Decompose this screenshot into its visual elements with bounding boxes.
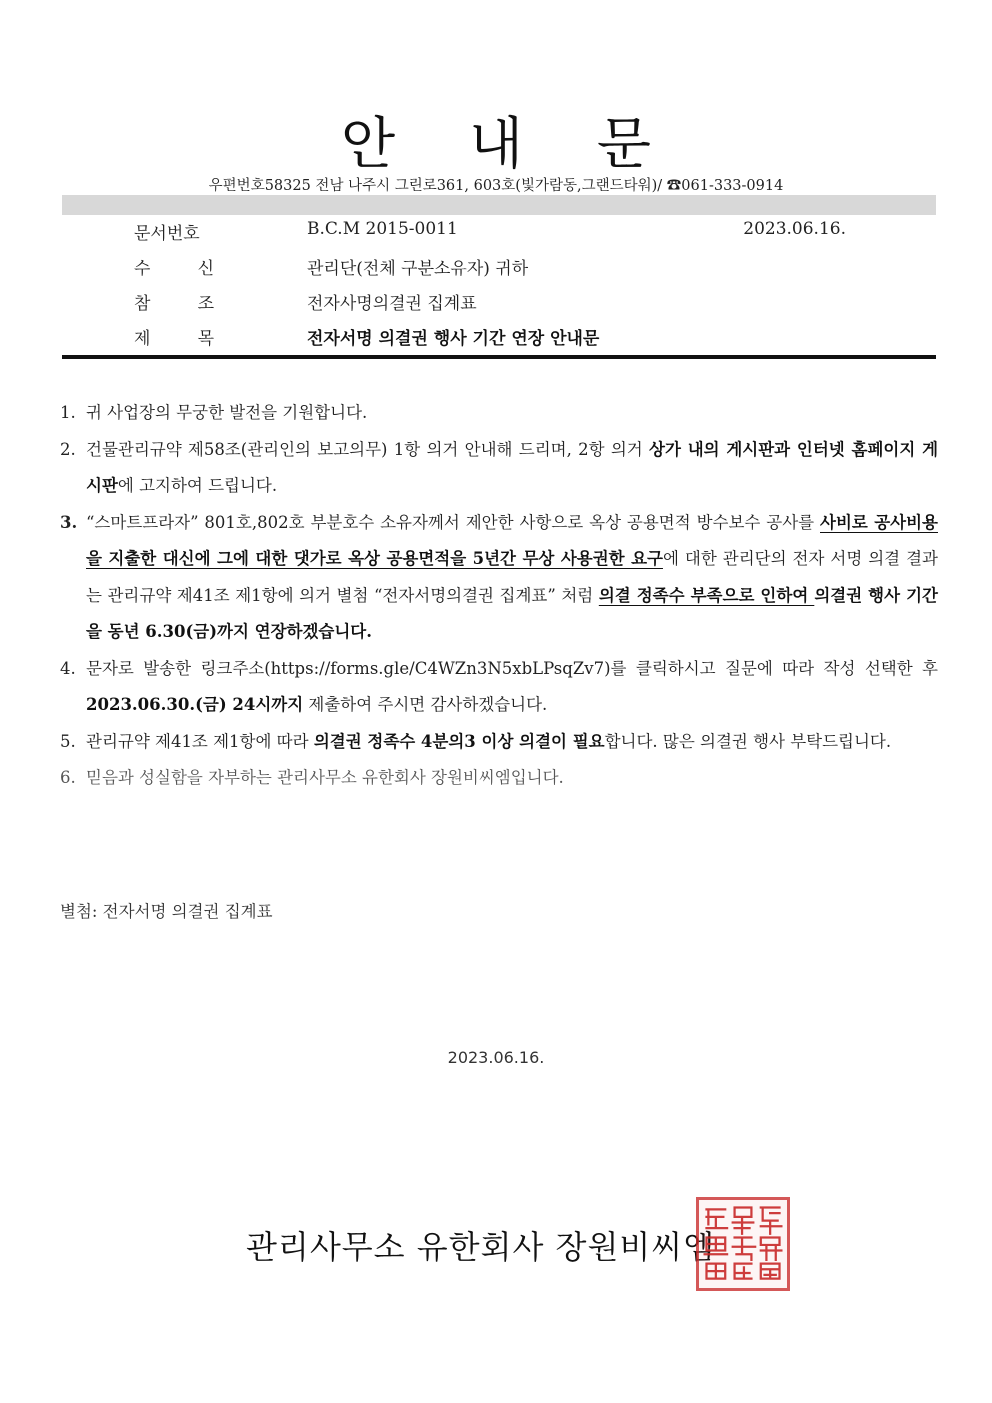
attachment-note: 별첨: 전자서명 의결권 집계표: [60, 902, 273, 921]
emphasis: 의결권 행사 기간을 동년 6.30(금)까지 연장하겠습니다.: [86, 585, 939, 641]
list-item: 4. 문자로 발송한 링크주소(https://forms.gle/C4WZn3N5xbLPsqZv7)를 클릭하시고 질문에 따라 작성 선택한 후 2023.06.30.(금) 24시까지 제출하여 주시면 감사하겠습니다.: [60, 658, 938, 714]
reference-row: [62, 289, 936, 319]
emphasis: 2023.06.30.(금) 24시까지: [86, 695, 304, 714]
doc-number-label: 문서번호: [134, 224, 200, 244]
document-title: 안 내 문: [341, 112, 679, 177]
list-item: 6. 믿음과 성실함을 자부하는 관리사무소 유한회사 장원비씨엠입니다.: [60, 768, 564, 787]
recipient: 관리단(전체 구분소유자) 귀하: [307, 259, 529, 279]
emphasis: 의결 정족수 부족으로 인하여: [598, 585, 815, 605]
recipient-label: 수 신: [134, 259, 214, 279]
body-list: [60, 395, 938, 797]
header-date: 2023.06.16.: [743, 219, 846, 239]
list-item: 2. 건물관리규약 제58조(관리인의 보고의무) 1항 의거 안내해 드리며, 2항 의거 상가 내의 게시판과 인터넷 홈페이지 게시판에 고지하여 드립니다.: [60, 439, 939, 495]
doc-number: B.C.M 2015-0011: [307, 219, 458, 239]
list-item: 1. 귀 사업장의 무궁한 발전을 기원합니다.: [60, 403, 368, 422]
seal-glyphs: [699, 1200, 787, 1288]
company-seal-icon: [696, 1197, 790, 1291]
header-rule: [62, 355, 936, 359]
bottom-date: 2023.06.16.: [447, 1048, 545, 1067]
header-table: [62, 215, 936, 357]
reference-label: 참 조: [134, 294, 214, 314]
emphasis: 사비로 공사비용을 지출한 대신에 그에 대한 댓가로 옥상 공용면적을 5년간 무상 사용권한 요구: [86, 512, 938, 568]
list-item: 5. 관리규약 제41조 제1항에 따라 의결권 정족수 4분의3 이상 의결이 필요합니다. 많은 의결권 행사 부탁드립니다.: [60, 731, 892, 751]
reference: 전자사명의결권 집계표: [307, 294, 477, 314]
header-band: [62, 195, 936, 215]
emphasis: 상가 내의 게시판과 인터넷 홈페이지 게시판: [86, 439, 939, 495]
doc-number-row: [62, 219, 936, 249]
address-line: 우편번호58325 전남 나주시 그린로361, 603호(빛가람동,그랜드타워)/ ☎061-333-0914: [208, 178, 784, 194]
emphasis: 의결권 정족수 4분의3 이상 의결이 필요: [313, 731, 605, 751]
subject: 전자서명 의결권 행사 기간 연장 안내문: [307, 329, 600, 349]
list-item: 3. “스마트프라자” 801호,802호 부분호수 소유자께서 제안한 사항으로 옥상 공용면적 방수보수 공사를 사비로 공사비용을 지출한 대신에 그에 대한 댓가로 옥상 공용면적을 5년간 무상 사용권한 요구에 대한 관리단의 전자 서명 의결 결과는 관리규약 제41조 제1항에 의거 별첨 “전자서명의결권 집계표” 처럼 의결 정족수 부족으로 인하여 의결권 행사 기간을 동년 6.30(금)까지 연장하겠습니다.: [60, 512, 939, 641]
recipient-row: [62, 254, 936, 284]
subject-row: [62, 324, 936, 354]
sender-name: 관리사무소 유한회사 장원비씨엠: [246, 1228, 716, 1266]
subject-label: 제 목: [134, 329, 214, 349]
